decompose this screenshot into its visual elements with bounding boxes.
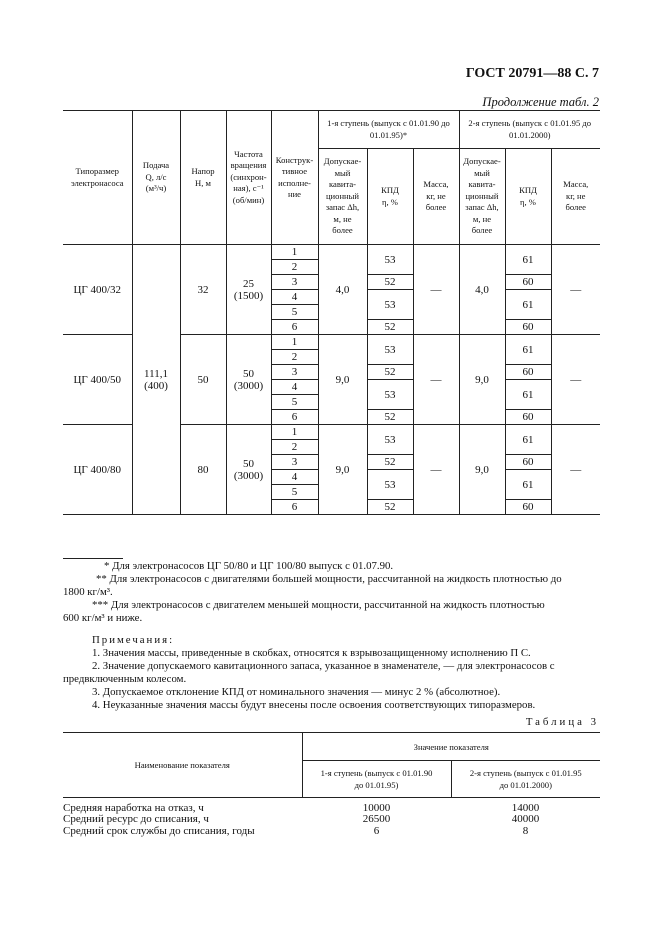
cell-s1-eff: 52 xyxy=(367,455,413,470)
cell-s2-mass: — xyxy=(551,245,600,335)
t3-row-name: Средний ресурс до списания, ч xyxy=(63,813,209,825)
cell-design: 5 xyxy=(271,305,318,320)
cell-design: 4 xyxy=(271,470,318,485)
cell-s2-eff: 60 xyxy=(505,410,551,425)
cell-model: ЦГ 400/50 xyxy=(63,335,132,425)
cell-design: 3 xyxy=(271,365,318,380)
cell-s2-eff: 61 xyxy=(505,335,551,365)
t3-row-v2: 8 xyxy=(522,824,529,837)
t3-row-v1: 26500 xyxy=(362,813,391,825)
t3-row-name: Средний срок службы до списания, годы xyxy=(63,824,255,837)
cell-design: 3 xyxy=(271,455,318,470)
header-s1-mass: Масса, кг, не более xyxy=(413,149,459,245)
cell-design: 4 xyxy=(271,380,318,395)
cell-model: ЦГ 400/32 xyxy=(63,245,132,335)
header-stage2: 2-я ступень (выпуск с 01.01.95 до 01.01.2000) xyxy=(459,111,600,149)
cell-s1-npsh: 4,0 xyxy=(318,245,367,335)
cell-s2-eff: 61 xyxy=(505,470,551,500)
footnote-3: *** Для электронасосов с двигателем меньшей мощности, рассчитанной на жидкость плотностью xyxy=(92,599,545,611)
cell-s2-eff: 61 xyxy=(505,380,551,410)
note-4: 4. Неуказанные значения массы будут внесены после освоения соответствующих типоразмеров. xyxy=(92,699,536,711)
cell-design: 5 xyxy=(271,395,318,410)
cell-design: 5 xyxy=(271,485,318,500)
cell-s2-mass: — xyxy=(551,425,600,515)
cell-design: 2 xyxy=(271,440,318,455)
cell-s1-eff: 53 xyxy=(367,425,413,455)
cell-s1-eff: 52 xyxy=(367,320,413,335)
cell-s2-eff: 60 xyxy=(505,500,551,515)
page-header: ГОСТ 20791—88 С. 7 xyxy=(465,66,599,81)
cell-s2-npsh: 9,0 xyxy=(459,425,505,515)
cell-design: 6 xyxy=(271,410,318,425)
cell-design: 2 xyxy=(271,350,318,365)
cell-s2-eff: 61 xyxy=(505,290,551,320)
cell-design: 3 xyxy=(271,275,318,290)
t3-header-stage1: 1-я ступень (выпуск с 01.01.90 до 01.01.95) xyxy=(302,761,451,798)
footnote-separator xyxy=(63,558,123,559)
cell-s1-eff: 53 xyxy=(367,380,413,410)
reliability-table xyxy=(63,732,600,837)
cell-s2-eff: 61 xyxy=(505,245,551,275)
cell-rpm: 50 (3000) xyxy=(226,335,271,425)
pump-parameters-table xyxy=(63,110,600,515)
cell-s2-eff: 60 xyxy=(505,320,551,335)
t3-row-v2: 14000 xyxy=(511,801,540,814)
t3-header-value: Значение показателя xyxy=(302,733,600,761)
header-stage1: 1-я ступень (выпуск с 01.01.90 до 01.01.95)* xyxy=(318,111,459,149)
cell-design: 4 xyxy=(271,290,318,305)
footnote-3-cont: 600 кг/м³ и ниже. xyxy=(63,612,143,624)
cell-head: 50 xyxy=(180,335,226,425)
cell-design: 1 xyxy=(271,335,318,350)
cell-s1-eff: 52 xyxy=(367,275,413,290)
cell-rpm: 25 (1500) xyxy=(226,245,271,335)
t3-row-v1: 6 xyxy=(373,824,380,837)
note-3: 3. Допускаемое отклонение КПД от номинального значения — минус 2 % (абсолютное). xyxy=(92,686,501,698)
cell-s2-eff: 60 xyxy=(505,455,551,470)
cell-design: 6 xyxy=(271,320,318,335)
header-model: Типоразмер электронасоса xyxy=(63,111,132,245)
cell-design: 1 xyxy=(271,425,318,440)
header-s2-mass: Масса, кг, не более xyxy=(551,149,600,245)
header-s2-npsh: Допускае- мый кавита- ционный запас Δh, м, не более xyxy=(459,149,505,245)
cell-model: ЦГ 400/80 xyxy=(63,425,132,515)
cell-s2-npsh: 9,0 xyxy=(459,335,505,425)
cell-s1-eff: 53 xyxy=(367,290,413,320)
cell-design: 2 xyxy=(271,260,318,275)
header-s2-eff: КПД η, % xyxy=(505,149,551,245)
cell-s2-npsh: 4,0 xyxy=(459,245,505,335)
t3-row-v1: 10000 xyxy=(362,801,391,814)
cell-s2-eff: 61 xyxy=(505,425,551,455)
table-continuation-label: Продолжение табл. 2 xyxy=(482,95,599,109)
cell-head: 32 xyxy=(180,245,226,335)
notes-title: Примечания: xyxy=(92,634,175,646)
t3-row-v2: 40000 xyxy=(511,813,540,825)
cell-s2-mass: — xyxy=(551,335,600,425)
header-flow: Подача Q, л/с (м³/ч) xyxy=(132,111,180,245)
note-2-cont: предвключенным колесом. xyxy=(63,673,187,685)
header-design: Конструк- тивное исполне- ние xyxy=(271,111,318,245)
cell-s1-eff: 52 xyxy=(367,500,413,515)
cell-s1-eff: 53 xyxy=(367,245,413,275)
header-s1-eff: КПД η, % xyxy=(367,149,413,245)
table3-caption: Таблица 3 xyxy=(525,716,599,728)
footnote-2-cont: 1800 кг/м³. xyxy=(63,586,113,598)
cell-head: 80 xyxy=(180,425,226,515)
t3-header-name: Наименование показателя xyxy=(63,733,302,798)
footnote-1: * Для электронасосов ЦГ 50/80 и ЦГ 100/80 выпуск с 01.07.90. xyxy=(104,560,394,572)
cell-s1-mass: — xyxy=(413,245,459,335)
table-row xyxy=(63,826,600,838)
cell-s2-eff: 60 xyxy=(505,275,551,290)
cell-design: 1 xyxy=(271,245,318,260)
cell-s1-eff: 52 xyxy=(367,410,413,425)
cell-design: 6 xyxy=(271,500,318,515)
table-row xyxy=(63,245,600,260)
cell-s1-eff: 53 xyxy=(367,470,413,500)
note-2: 2. Значение допускаемого кавитационного запаса, указанное в знаменателе, — для электронасосов с xyxy=(92,660,555,672)
cell-s1-npsh: 9,0 xyxy=(318,425,367,515)
header-rpm: Частота вращения (синхрон- ная), с⁻¹ (об/мин) xyxy=(226,111,271,245)
cell-flow: 111,1 (400) xyxy=(132,245,180,515)
footnote-2: ** Для электронасосов с двигателями большей мощности, рассчитанной на жидкость плотностью до xyxy=(96,573,562,585)
header-s1-npsh: Допускае- мый кавита- ционный запас Δh, м, не более xyxy=(318,149,367,245)
header-head: Напор H, м xyxy=(180,111,226,245)
table-row xyxy=(63,814,600,826)
note-1: 1. Значения массы, приведенные в скобках, относятся к взрывозащищенному исполнению П С. xyxy=(92,647,531,659)
cell-s1-eff: 52 xyxy=(367,365,413,380)
cell-s1-mass: — xyxy=(413,335,459,425)
t3-row-name: Средняя наработка на отказ, ч xyxy=(63,801,204,814)
cell-s2-eff: 60 xyxy=(505,365,551,380)
cell-s1-npsh: 9,0 xyxy=(318,335,367,425)
cell-s1-mass: — xyxy=(413,425,459,515)
t3-header-stage2: 2-я ступень (выпуск с 01.01.95 до 01.01.2000) xyxy=(451,761,600,798)
cell-rpm: 50 (3000) xyxy=(226,425,271,515)
cell-s1-eff: 53 xyxy=(367,335,413,365)
